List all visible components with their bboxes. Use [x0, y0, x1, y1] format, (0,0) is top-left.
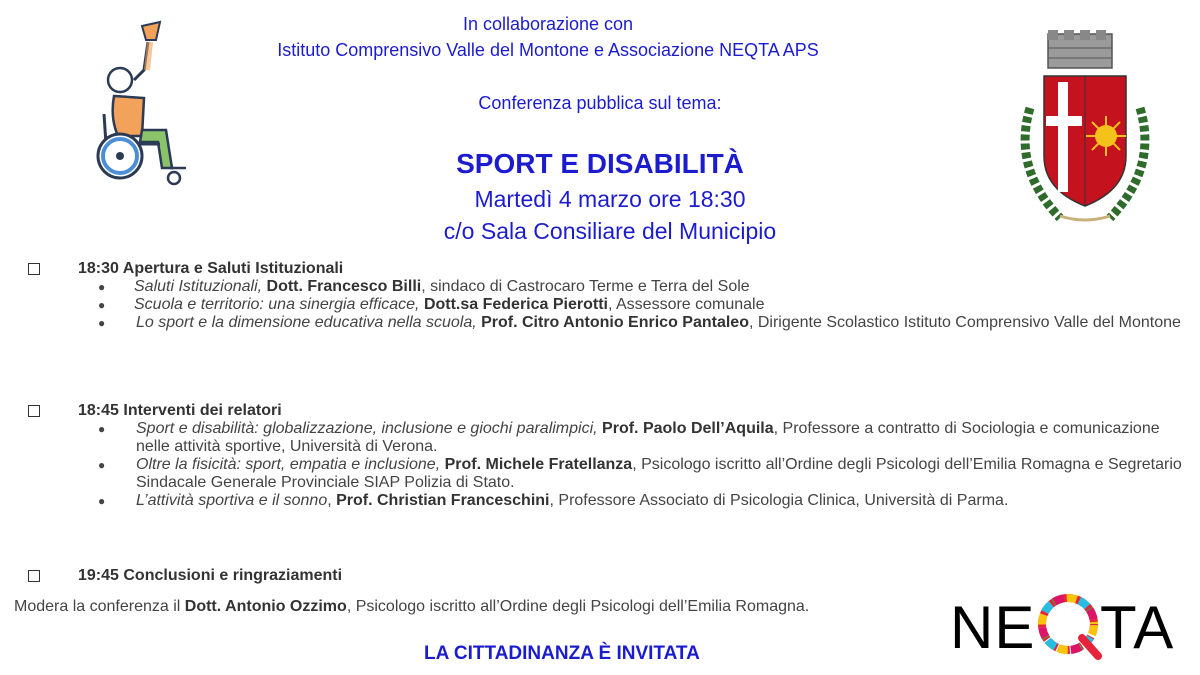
- moderator-text: Modera la conferenza il Dott. Antonio Ozzimo, Psicologo iscritto all’Ordine degli Psicologi dell’Emilia Romagna.: [14, 598, 810, 615]
- list-item: ● Sport e disabilità: globalizzazione, inclusione e giochi paralimpici, Prof. Paolo Dell’Aquila, Professore a contratto di Sociologia e comunicazione nelle attività sportive, Università di Verona.: [98, 420, 1160, 455]
- institutions-text: Istituto Comprensivo Valle del Montone e Associazione NEQTA APS: [277, 40, 819, 60]
- sdg-wheel-icon: [1042, 598, 1098, 656]
- bullet-icon: ●: [98, 316, 106, 330]
- invite-text: LA CITTADINANZA È INVITATA: [424, 643, 700, 664]
- section-heading: 19:45 Conclusioni e ringraziamenti: [78, 567, 343, 584]
- conference-intro: Conferenza pubblica sul tema:: [478, 93, 722, 113]
- agenda-section-speakers: [26, 402, 1186, 510]
- checkbox-icon: [28, 263, 40, 275]
- bullet-icon: ●: [98, 422, 106, 436]
- checkbox-icon: [28, 570, 40, 582]
- bullet-icon: ●: [98, 458, 106, 472]
- agenda-section-opening: [26, 260, 1186, 332]
- bullet-icon: ●: [98, 494, 106, 508]
- logo-text-left: NE: [950, 594, 1036, 661]
- neqta-logo: [950, 586, 1190, 662]
- collab-text: In collaborazione con: [462, 14, 634, 34]
- list-item: ● Oltre la fisicità: sport, empatia e inclusione, Prof. Michele Fratellanza, Psicologo iscritto all’Ordine degli Psicologi dell’Emilia Romagna e Segretario Sindacale Generale Provinciale SIAP Polizia di Stato.: [98, 456, 1182, 491]
- bullet-icon: ●: [98, 298, 106, 312]
- checkbox-icon: [28, 405, 40, 417]
- list-item: ● Scuola e territorio: una sinergia efficace, Dott.sa Federica Pierotti, Assessore comunale: [98, 296, 765, 313]
- list-item: ● Lo sport e la dimensione educativa nella scuola, Prof. Citro Antonio Enrico Pantaleo, Dirigente Scolastico Istituto Comprensivo Valle del Montone: [98, 314, 1181, 331]
- logo-text-right: TA: [1100, 594, 1175, 661]
- event-date: Martedì 4 marzo ore 18:30: [474, 186, 746, 212]
- agenda-section-closing: [26, 567, 1186, 585]
- list-item: ● Saluti Istituzionali, Dott. Francesco Billi, sindaco di Castrocaro Terme e Terra del Sole: [98, 278, 750, 295]
- page-title: SPORT E DISABILITÀ: [456, 148, 744, 179]
- list-item: ● L’attività sportiva e il sonno, Prof. Christian Franceschini, Professore Associato di Psicologia Clinica, Università di Parma.: [98, 492, 1009, 509]
- section-heading: 18:45 Interventi dei relatori: [78, 402, 282, 419]
- section-heading: 18:30 Apertura e Saluti Istituzionali: [78, 260, 344, 277]
- event-place: c/o Sala Consiliare del Municipio: [443, 218, 777, 244]
- bullet-icon: ●: [98, 280, 106, 294]
